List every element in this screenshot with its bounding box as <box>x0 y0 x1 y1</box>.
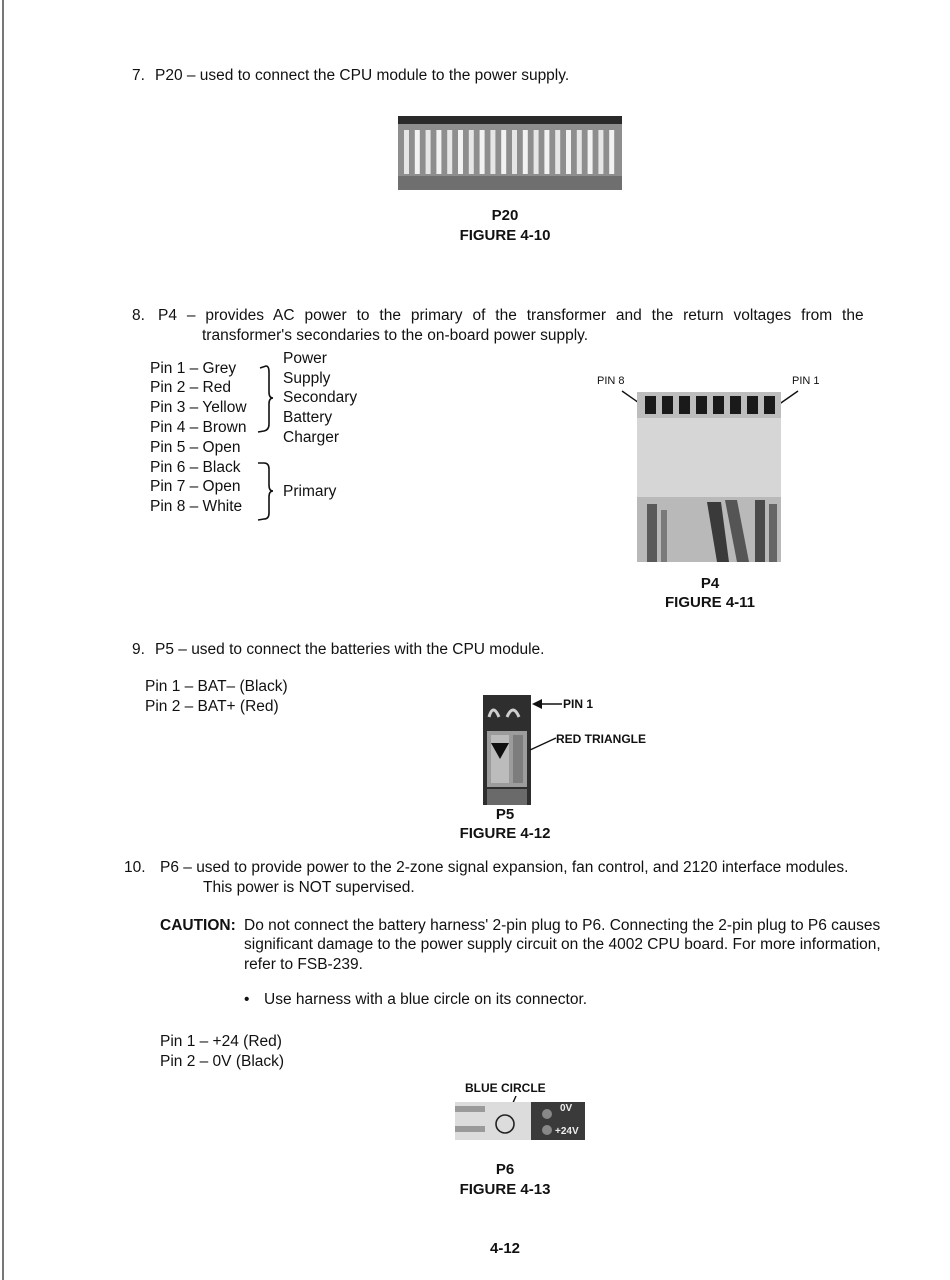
group1-supply: Supply <box>283 370 331 387</box>
p4-pin-mark <box>679 396 690 414</box>
fig13-blue-circle-label: BLUE CIRCLE <box>465 1081 546 1095</box>
item7-number: 7. <box>132 67 145 84</box>
p20-pin-mark <box>480 130 485 174</box>
p20-pin-mark <box>544 130 549 174</box>
fig12-triangle-label: RED TRIANGLE <box>556 732 646 746</box>
p6-pin-2: Pin 2 – 0V (Black) <box>160 1053 285 1070</box>
p20-connector-photo <box>398 116 622 190</box>
p20-pin-mark <box>588 130 593 174</box>
p4-pin-mark <box>764 396 775 414</box>
p4-pin-3: Pin 3 – Yellow <box>150 399 247 416</box>
p4-pin-mark <box>747 396 758 414</box>
p4-pin-4: Pin 4 – Brown <box>150 419 247 436</box>
p20-pin-mark <box>490 130 495 174</box>
fig12-pin1-label: PIN 1 <box>563 697 594 711</box>
page-number: 4-12 <box>489 1240 521 1257</box>
p4-pin-mark <box>645 396 656 414</box>
left-edge-line <box>2 0 4 1280</box>
p20-pin-mark <box>426 130 431 174</box>
caution-label: CAUTION: <box>160 917 236 934</box>
p4-pin-2: Pin 2 – Red <box>150 379 231 396</box>
brace-group2 <box>254 460 274 522</box>
bullet-dot: • <box>244 991 250 1008</box>
fig13-0v-label: 0V <box>560 1103 573 1114</box>
p4-pin-mark <box>730 396 741 414</box>
item10-line1: P6 – used to provide power to the 2-zone signal expansion, fan control, and 2120 interface modules. <box>160 859 849 876</box>
p4-pin-mark <box>713 396 724 414</box>
p4-pin-7: Pin 7 – Open <box>150 478 241 495</box>
p20-pin-mark <box>555 130 560 174</box>
fig12-label: P5 <box>495 806 515 823</box>
item8-line1: P4 – provides AC power to the primary of the transformer and the return voltages from the <box>158 307 864 324</box>
pin1-arrow-icon <box>532 698 562 710</box>
p4-pin-mark <box>662 396 673 414</box>
p4-pin-mark <box>696 396 707 414</box>
p4-pin-5: Pin 5 – Open <box>150 439 241 456</box>
fig11-pin8-label: PIN 8 <box>597 375 625 387</box>
p20-pin-mark <box>534 130 539 174</box>
p20-pin-mark <box>447 130 452 174</box>
p4-pin-6: Pin 6 – Black <box>150 459 241 476</box>
item9-number: 9. <box>132 641 145 658</box>
group1-battery: Battery <box>283 409 333 426</box>
p20-pin-mark <box>436 130 441 174</box>
fig11-caption: FIGURE 4-11 <box>664 594 756 611</box>
item9-text: P5 – used to connect the batteries with the CPU module. <box>155 641 545 658</box>
p5-connector-photo <box>483 695 531 805</box>
fig10-caption: FIGURE 4-10 <box>459 227 551 244</box>
fig12-caption: FIGURE 4-12 <box>459 825 551 842</box>
item10-line2: This power is NOT supervised. <box>203 879 415 896</box>
brace-group1 <box>254 362 274 434</box>
group1-charger: Charger <box>283 429 339 446</box>
fig13-24v-label: +24V <box>555 1126 579 1137</box>
group2-primary: Primary <box>283 483 337 500</box>
group1-secondary: Secondary <box>283 389 358 406</box>
p4-connector-photo <box>637 392 781 562</box>
p20-pin-mark <box>512 130 517 174</box>
p20-pin-mark <box>404 130 409 174</box>
p20-pin-mark <box>458 130 463 174</box>
p20-pin-mark <box>523 130 528 174</box>
p4-pin-1: Pin 1 – Grey <box>150 360 237 377</box>
caution-line1: Do not connect the battery harness' 2-pin plug to P6. Connecting the 2-pin plug to P6 causes <box>244 917 881 934</box>
fig13-label: P6 <box>495 1161 515 1178</box>
fig13-caption: FIGURE 4-13 <box>459 1181 551 1198</box>
fig12-triangle-pointer <box>528 734 558 754</box>
p20-pin-mark <box>415 130 420 174</box>
p20-pin-mark <box>469 130 474 174</box>
p20-pin-mark <box>609 130 614 174</box>
fig11-pin1-label: PIN 1 <box>792 375 820 387</box>
p5-pin-2: Pin 2 – BAT+ (Red) <box>145 698 279 715</box>
bullet-text: Use harness with a blue circle on its connector. <box>264 991 588 1008</box>
fig11-label: P4 <box>700 575 720 592</box>
item7-text: P20 – used to connect the CPU module to the power supply. <box>155 67 570 84</box>
p5-pin-1: Pin 1 – BAT– (Black) <box>145 678 288 695</box>
fig10-label: P20 <box>491 207 519 224</box>
p20-pin-mark <box>577 130 582 174</box>
item8-line2: transformer's secondaries to the on-board power supply. <box>202 327 589 344</box>
p6-pin-1: Pin 1 – +24 (Red) <box>160 1033 282 1050</box>
caution-line2: significant damage to the power supply circuit on the 4002 CPU board. For more information, <box>244 936 881 953</box>
p20-pin-mark <box>566 130 571 174</box>
item8-number: 8. <box>132 307 145 324</box>
caution-line3: refer to FSB-239. <box>244 956 363 973</box>
group1-power: Power <box>283 350 327 367</box>
p4-pin-8: Pin 8 – White <box>150 498 243 515</box>
p20-pin-mark <box>598 130 603 174</box>
p20-pin-mark <box>501 130 506 174</box>
item10-number: 10. <box>124 859 146 876</box>
